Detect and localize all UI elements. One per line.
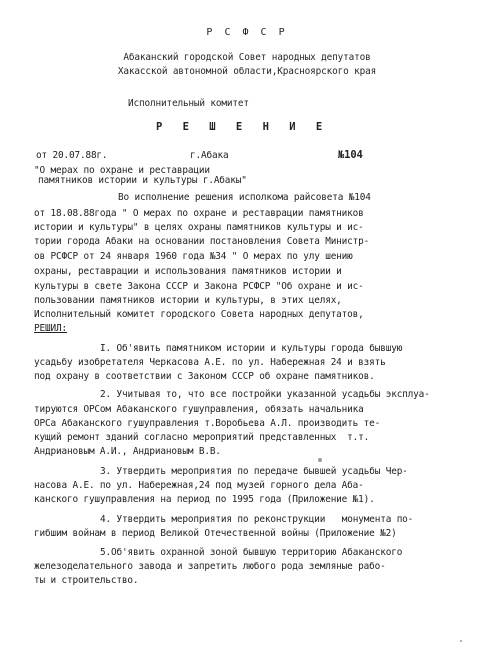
decision-date: от 20.07.88г. — [36, 150, 108, 161]
preamble-line: тории города Абаки на основании постановления Совета Министр- — [34, 236, 370, 247]
region-name: Хакасской автономной области,Красноярского края — [117, 66, 377, 77]
item-line: Андриановым А.И., Андриановым В.В. — [34, 446, 221, 457]
preamble-line: культуры в свете Закона СССР и Закона РСФСР "Об охране и ис- — [34, 281, 364, 292]
scan-speck — [460, 640, 462, 642]
item-line: насова А.Е. по ул. Набережная,24 под музей горного дела Аба- — [34, 480, 364, 491]
item-line: 5.Об'явить охранной зоной бывшую территорию Абаканского — [100, 547, 403, 558]
item-line: ОРСа Абаканского гушуправления т.Воробьева А.Л. производить те- — [34, 418, 381, 429]
item-line: усадьбу изобретателя Черкасова А.Е. по ул. Набережная 24 и взять — [34, 357, 386, 368]
preamble-line: пользовании памятников истории и культуры, в этих целях, — [34, 295, 342, 306]
preamble-line: ов РСФСР от 24 января 1960 года №34 " О мерах по улу шению — [34, 251, 353, 262]
decision-number: №104 — [338, 149, 363, 161]
item-line: гибшим войнам в период Великой Отечественной войны (Приложение №2) — [34, 528, 397, 539]
preamble-line: истории и культуры" в целях охраны памятников культуры и ис- — [34, 222, 364, 233]
item-line: канского гушуправления на период по 1995 года (Приложение №1). — [34, 494, 375, 505]
item-line: железоделательного завода и запретить любого рода земляные рабо- — [34, 561, 386, 572]
item-line: 4. Утвердить мероприятия по реконструкции монумента по- — [100, 514, 414, 525]
subject-line-1: "О мерах по охране и реставрации — [34, 165, 210, 176]
preamble-line: от 18.08.88года " О мерах по охране и реставрации памятников — [34, 208, 364, 219]
decision-heading: Р Е Ш Е Н И Е — [156, 121, 330, 133]
item-line: под охрану в соответствии с Законом СССР об охране памятников. — [34, 371, 375, 382]
council-name: Абаканский городской Совет народных депутатов — [123, 52, 371, 63]
preamble-line: Исполнительный комитет городского Совета народных депутатов, — [34, 309, 364, 320]
scan-speck — [318, 458, 322, 462]
country-heading: Р С Ф С Р — [206, 27, 288, 38]
preamble-line: охраны, реставрации и использования памятников истории и — [34, 266, 342, 277]
committee-name: Исполнительный комитет — [128, 98, 249, 109]
item-line: ты и строительство. — [34, 575, 139, 586]
item-line: I. Об'явить памятником истории и культуры города бывшую — [100, 343, 403, 354]
item-line: кущий ремонт зданий согласно мероприятий представленных т.т. — [34, 432, 370, 443]
preamble-line: Во исполнение решения исполкома райсовета №104 — [118, 192, 371, 203]
decision-place: г.Абака — [190, 150, 229, 161]
item-line: 3. Утвердить мероприятия по передаче бывшей усадьбы Чер- — [100, 466, 408, 477]
subject-line-2: памятников истории и культуры г.Абакы" — [38, 175, 247, 186]
resolved-label: РЕШИЛ: — [34, 323, 67, 334]
item-line: 2. Учитывая то, что все постройки указанной усадьбы эксплуа- — [100, 389, 430, 400]
item-line: тируются ОРСом Абаканского гушуправления, обязать начальника — [34, 404, 364, 415]
